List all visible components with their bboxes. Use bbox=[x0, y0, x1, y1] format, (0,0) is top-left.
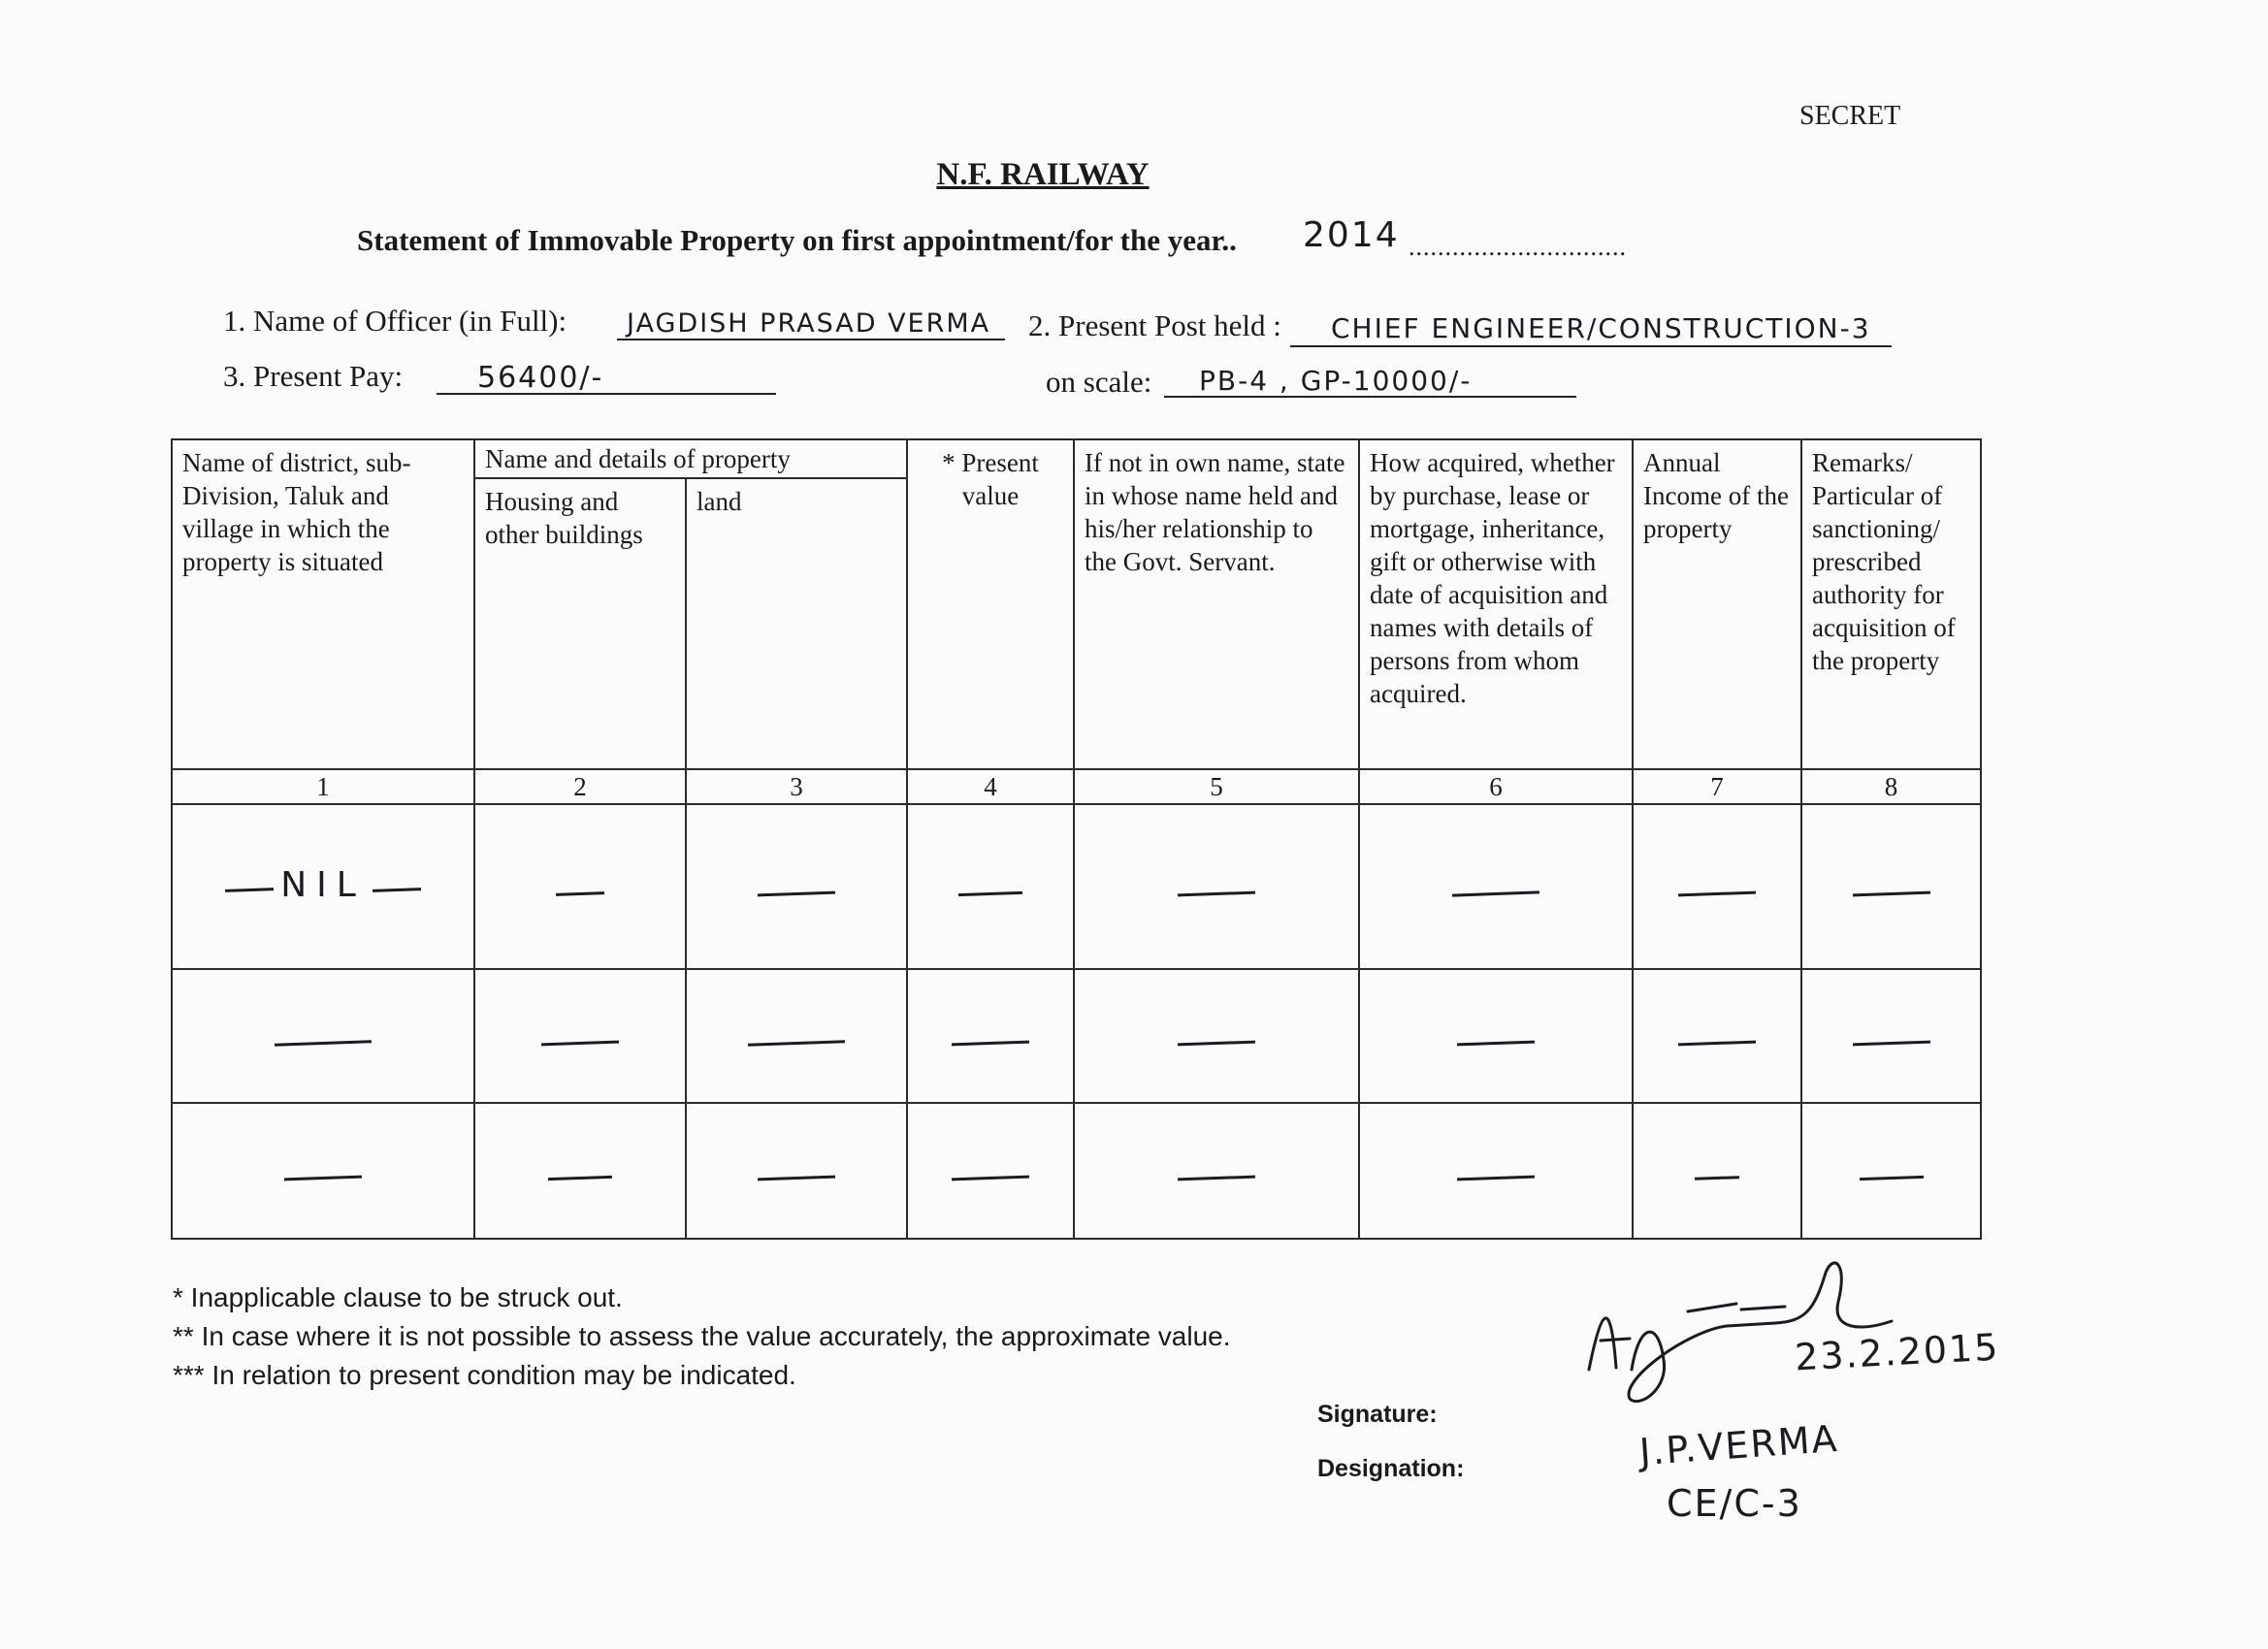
column-number: 5 bbox=[1074, 769, 1359, 804]
footnote-3: *** In relation to present condition may be indicated. bbox=[173, 1360, 796, 1390]
dash-mark bbox=[225, 888, 274, 892]
column-number: 8 bbox=[1801, 769, 1981, 804]
table-cell bbox=[907, 804, 1074, 969]
classification-label: SECRET bbox=[1799, 101, 1901, 131]
table-cell bbox=[474, 1103, 686, 1239]
header-present-value: * Present value bbox=[907, 439, 1074, 769]
present-post-label: 2. Present Post held : bbox=[1028, 308, 1281, 342]
dash-mark bbox=[1695, 1176, 1739, 1180]
table-cell bbox=[1359, 1103, 1633, 1239]
table-cell bbox=[1359, 804, 1633, 969]
statement-dots: .............................. bbox=[1409, 233, 1627, 261]
table-cell bbox=[474, 969, 686, 1103]
signatory-name: J.P.VERMA bbox=[1637, 1416, 1840, 1474]
header-housing: Housing and other buildings bbox=[474, 478, 686, 769]
dash-mark bbox=[556, 891, 604, 896]
statement-title: Statement of Immovable Property on first appointment/for the year.. bbox=[357, 223, 1237, 257]
signature-date: 23.2.2015 bbox=[1793, 1325, 2001, 1379]
table-cell bbox=[686, 969, 907, 1103]
year-handwritten: 2014 bbox=[1303, 215, 1400, 255]
designation-label: Designation: bbox=[1317, 1455, 1465, 1482]
column-number: 3 bbox=[686, 769, 907, 804]
dash-mark bbox=[1452, 890, 1539, 896]
dash-mark bbox=[284, 1176, 362, 1181]
table-cell bbox=[686, 804, 907, 969]
signature-label: Signature: bbox=[1317, 1401, 1438, 1428]
dash-mark bbox=[548, 1176, 612, 1180]
dash-mark bbox=[541, 1041, 619, 1047]
dash-mark bbox=[1178, 1176, 1255, 1181]
present-post-underline bbox=[1290, 345, 1892, 347]
column-number: 1 bbox=[172, 769, 474, 804]
footnote-2: ** In case where it is not possible to assess the value accurately, the approximate value. bbox=[173, 1321, 1231, 1351]
dash-mark bbox=[952, 1176, 1029, 1181]
dash-mark bbox=[1859, 1176, 1923, 1180]
table-cell bbox=[1633, 1103, 1801, 1239]
header-annual-income: Annual Income of the property bbox=[1633, 439, 1801, 769]
header-acquisition: How acquired, whether by purchase, lease or mortgage, inheritance, gift or otherwise with date of acquisition and names with details of persons from whom acquired. bbox=[1359, 439, 1633, 769]
header-property-group: Name and details of property bbox=[474, 439, 907, 478]
dash-mark bbox=[1178, 891, 1255, 897]
table-cell bbox=[907, 1103, 1074, 1239]
table-cell bbox=[474, 804, 686, 969]
present-post-value: CHIEF ENGINEER/CONSTRUCTION-3 bbox=[1331, 312, 1871, 344]
dash-mark bbox=[748, 1040, 845, 1046]
signatory-designation: CE/C-3 bbox=[1667, 1482, 1802, 1525]
dash-mark bbox=[1852, 891, 1929, 897]
header-land: land bbox=[686, 478, 907, 769]
table-cell bbox=[1359, 969, 1633, 1103]
dash-mark bbox=[1457, 1041, 1535, 1047]
dash-mark bbox=[958, 891, 1022, 896]
header-remarks: Remarks/ Particular of sanctioning/ prescribed authority for acquisition of the property bbox=[1801, 439, 1981, 769]
dash-mark bbox=[1178, 1041, 1255, 1047]
column-number: 6 bbox=[1359, 769, 1633, 804]
dash-mark bbox=[758, 1176, 835, 1181]
officer-name-label: 1. Name of Officer (in Full): bbox=[223, 304, 567, 338]
table-cell bbox=[1633, 969, 1801, 1103]
header-ownership: If not in own name, state in whose name held and his/her relationship to the Govt. Servant. bbox=[1074, 439, 1359, 769]
column-number: 7 bbox=[1633, 769, 1801, 804]
footnote-1: * Inapplicable clause to be struck out. bbox=[173, 1282, 623, 1312]
table-cell bbox=[907, 969, 1074, 1103]
nil-entry: NIL bbox=[280, 865, 366, 905]
dash-mark bbox=[275, 1040, 372, 1046]
table-cell bbox=[1801, 1103, 1981, 1239]
header-district: Name of district, sub-Division, Taluk and village in which the property is situated bbox=[172, 439, 474, 769]
table-cell bbox=[172, 1103, 474, 1239]
property-table bbox=[171, 438, 1982, 1240]
table-cell bbox=[1801, 804, 1981, 969]
column-number: 2 bbox=[474, 769, 686, 804]
column-number: 4 bbox=[907, 769, 1074, 804]
table-cell bbox=[1074, 969, 1359, 1103]
scale-label: on scale: bbox=[1046, 365, 1152, 399]
dash-mark bbox=[1457, 1176, 1535, 1181]
table-cell bbox=[1633, 804, 1801, 969]
officer-name-value: JAGDISH PRASAD VERMA bbox=[627, 308, 991, 339]
present-pay-label: 3. Present Pay: bbox=[223, 359, 404, 393]
table-cell bbox=[1801, 969, 1981, 1103]
organization-title: N.F. RAILWAY bbox=[936, 157, 1150, 192]
table-cell bbox=[1074, 804, 1359, 969]
dash-mark bbox=[373, 888, 421, 892]
officer-name-underline bbox=[617, 339, 1005, 340]
table-cell-nil bbox=[172, 804, 474, 969]
dash-mark bbox=[1678, 1041, 1756, 1047]
dash-mark bbox=[1852, 1041, 1929, 1047]
dash-mark bbox=[758, 891, 835, 897]
scale-value: PB-4 , GP-10000/- bbox=[1199, 365, 1473, 397]
dash-mark bbox=[1678, 891, 1756, 897]
table-cell bbox=[172, 969, 474, 1103]
present-pay-value: 56400/- bbox=[477, 361, 604, 395]
dash-mark bbox=[952, 1041, 1029, 1047]
table-cell bbox=[686, 1103, 907, 1239]
table-cell bbox=[1074, 1103, 1359, 1239]
